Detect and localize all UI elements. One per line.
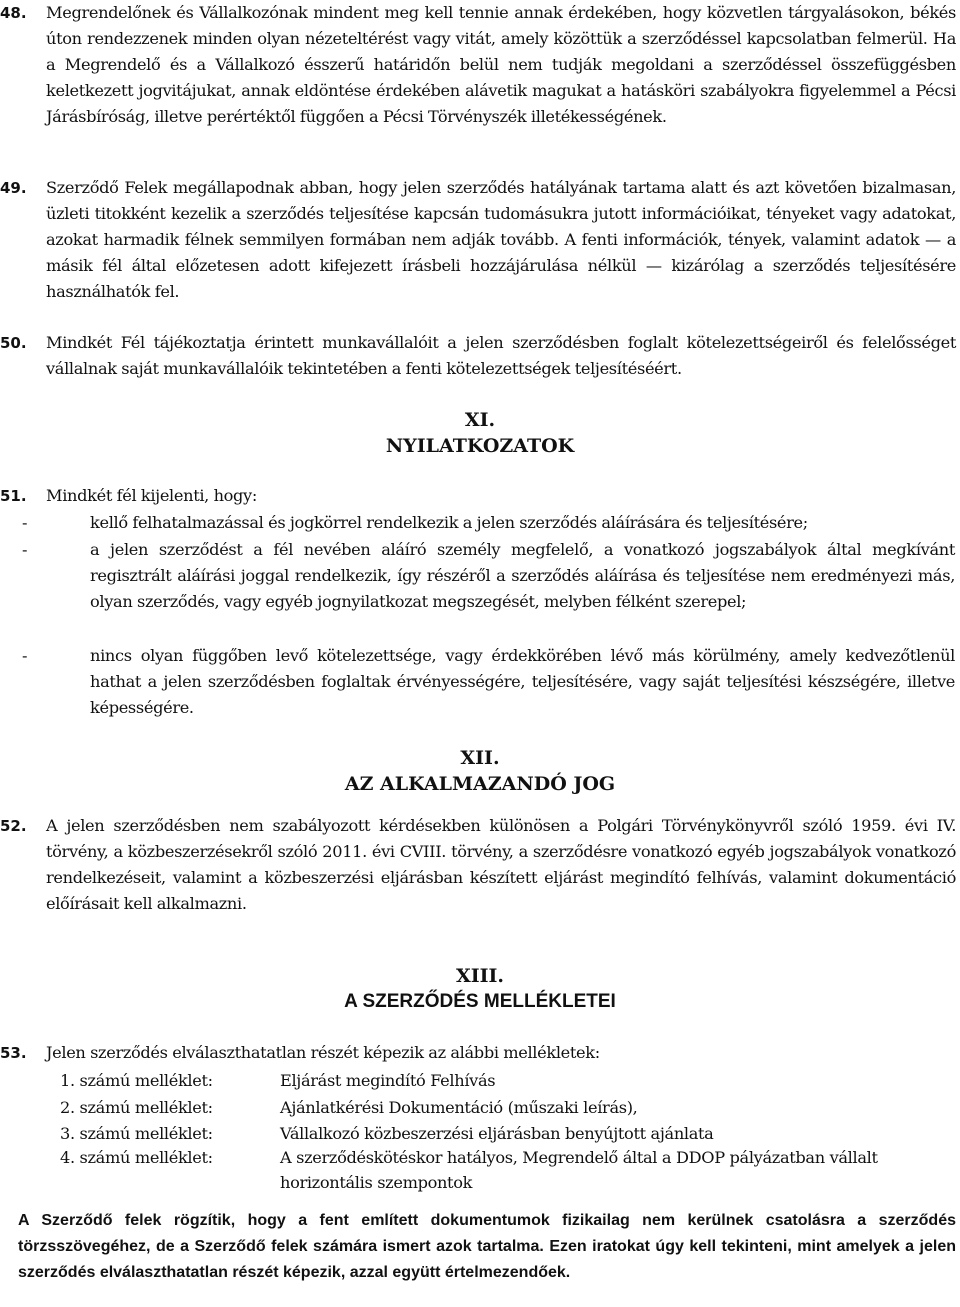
- clause-number: 51.: [0, 487, 27, 505]
- annex-label: 2. számú melléklet:: [60, 1098, 213, 1117]
- annex-value: Ajánlatkérési Dokumentáció (műszaki leírás),: [280, 1098, 638, 1117]
- statement-text: a jelen szerződést a fél nevében aláíró személy megfelelő, a vonatkozó jogszabályok által megkívánt regisztrált aláírási joggal rendelkezik, így részéről a szerződés aláírása és teljesítése nem eredményezi más, olyan szerződés, vagy egyéb jognyilatkozat megszegését, melyben félként szerepel;: [90, 540, 955, 611]
- section-title: NYILATKOZATOK: [385, 435, 575, 457]
- annex-value: Eljárást megindító Felhívás: [280, 1071, 496, 1090]
- clause-50: [0, 330, 956, 382]
- section-title: A SZERZŐDÉS MELLÉKLETEI: [344, 991, 616, 1012]
- clause-53: [0, 1040, 956, 1066]
- clause-51: [0, 483, 956, 509]
- annex-value: Vállalkozó közbeszerzési eljárásban benyújtott ajánlata: [280, 1124, 714, 1143]
- section-title: AZ ALKALMAZANDÓ JOG: [344, 773, 616, 795]
- dash-bullet: -: [22, 540, 28, 559]
- clause-number: 53.: [0, 1044, 27, 1062]
- clause-number: 52.: [0, 817, 27, 835]
- closing-statement: A Szerződő felek rögzítik, hogy a fent említett dokumentumok fizikailag nem kerülnek csatolásra a szerződés törzsszövegéhez, de a Szerződő felek számára ismert azok tartalma. Ezen iratokat úgy kell tekinteni, mint amelyek a jelen szerződés elválaszthatatlan részét képezik, azzal együtt értelmezendőek.: [18, 1212, 956, 1281]
- clause-number: 50.: [0, 334, 27, 352]
- clause-intro: Mindkét fél kijelenti, hogy:: [46, 486, 257, 505]
- clause-number: 48.: [0, 4, 27, 22]
- statement-text: nincs olyan függőben levő kötelezettsége, vagy érdekkörében lévő más körülmény, amely kedvezőtlenül hathat a jelen szerződésben foglaltak érvényességére, teljesítésére, vagy saját teljesítési készségére, illetve képességére.: [90, 646, 955, 717]
- clause-49: [0, 175, 956, 305]
- section-numeral: XIII.: [455, 965, 505, 987]
- statement-item: [22, 537, 955, 615]
- clause-text: Szerződő Felek megállapodnak abban, hogy jelen szerződés hatályának tartama alatt és azt követően bizalmasan, üzleti titokként kezelik a szerződés teljesítése kapcsán tudomásukra jutott információikat, tényeket vagy adatokat, azokat harmadik félnek semmilyen formában nem adják tovább. A fenti információk, tények, valamint adatok — a másik fél által előzetesen adott kifejezett írásbeli hozzájárulása nélkül — kizárólag a szerződés teljesítésére használhatók fel.: [46, 178, 956, 301]
- section-numeral: XI.: [464, 409, 496, 431]
- annex-label: 4. számú melléklet:: [60, 1148, 213, 1167]
- clause-text: A jelen szerződésben nem szabályozott kérdésekben különösen a Polgári Törvénykönyvről szóló 1959. évi IV. törvény, a közbeszerzésekről szóló 2011. évi CVIII. törvény, a szerződésre vonatkozó egyéb jogszabályok vonatkozó rendelkezéseit, valamint a közbeszerzési eljárásban készített eljárást megindító felhívás, valamint dokumentáció előírásait kell alkalmazni.: [46, 816, 956, 913]
- section-numeral: XII.: [460, 747, 500, 769]
- statement-item: [22, 643, 955, 721]
- annex-label: 3. számú melléklet:: [60, 1124, 213, 1143]
- clause-52: [0, 813, 956, 917]
- statement-item: [22, 510, 955, 536]
- annex-label: 1. számú melléklet:: [60, 1071, 213, 1090]
- dash-bullet: -: [22, 513, 28, 532]
- clause-text: Megrendelőnek és Vállalkozónak mindent meg kell tennie annak érdekében, hogy közvetlen tárgyalásokon, békés úton rendezzenek minden olyan nézeteltérést vagy vitát, amely közöttük a szerződéssel kapcsolatban felmerül. Ha a Megrendelő és a Vállalkozó ésszerű határidőn belül nem tudják megoldani a szerződéssel összefüggésben keletkezett jogvitájukat, annak eldöntése érdekében alávetik magukat a hatásköri szabályokra figyelemmel a Pécsi Járásbíróság, illetve perértéktől függően a Pécsi Törvényszék illetékességének.: [46, 3, 956, 126]
- clause-intro: Jelen szerződés elválaszthatatlan részét képezik az alábbi mellékletek:: [46, 1043, 600, 1062]
- clause-48: [0, 0, 956, 130]
- clause-number: 49.: [0, 179, 27, 197]
- statement-text: kellő felhatalmazással és jogkörrel rendelkezik a jelen szerződés aláírására és teljesítésére;: [90, 513, 808, 532]
- dash-bullet: -: [22, 646, 28, 665]
- annex-value: A szerződéskötéskor hatályos, Megrendelő által a DDOP pályázatban vállalt horizontális szempontok: [280, 1148, 878, 1192]
- clause-text: Mindkét Fél tájékoztatja érintett munkavállalóit a jelen szerződésben foglalt kötelezettségeiről és felelősséget vállalnak saját munkavállalóik tekintetében a fenti kötelezettségek teljesítéséért.: [46, 333, 956, 378]
